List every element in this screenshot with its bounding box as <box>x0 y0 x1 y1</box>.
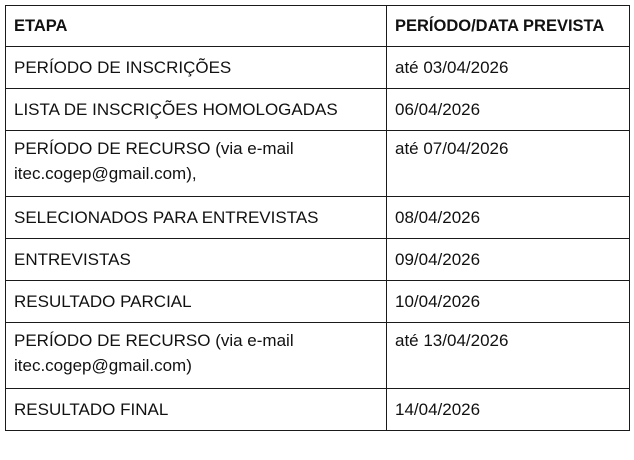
schedule-table <box>5 5 630 431</box>
stage-cell: ENTREVISTAS <box>6 239 387 281</box>
stage-text-line: PERÍODO DE RECURSO (via e-mail <box>14 331 294 350</box>
table-row <box>6 389 630 431</box>
table-row <box>6 197 630 239</box>
date-cell: 10/04/2026 <box>387 281 630 323</box>
date-cell: 06/04/2026 <box>387 89 630 131</box>
table-row <box>6 323 630 389</box>
table-row <box>6 131 630 197</box>
stage-text-line: PERÍODO DE RECURSO (via e-mail <box>14 139 294 158</box>
stage-cell: RESULTADO PARCIAL <box>6 281 387 323</box>
stage-cell <box>6 323 387 389</box>
table-header-row <box>6 6 630 47</box>
date-cell: 09/04/2026 <box>387 239 630 281</box>
stage-cell: LISTA DE INSCRIÇÕES HOMOLOGADAS <box>6 89 387 131</box>
table-row <box>6 89 630 131</box>
stage-cell: PERÍODO DE INSCRIÇÕES <box>6 47 387 89</box>
table-row <box>6 281 630 323</box>
stage-cell: RESULTADO FINAL <box>6 389 387 431</box>
stage-text-line: itec.cogep@gmail.com), <box>14 164 197 183</box>
date-cell: até 03/04/2026 <box>387 47 630 89</box>
date-cell: 14/04/2026 <box>387 389 630 431</box>
stage-cell <box>6 131 387 197</box>
date-cell: até 13/04/2026 <box>387 323 630 389</box>
stage-text-line: itec.cogep@gmail.com) <box>14 356 192 375</box>
table-row <box>6 47 630 89</box>
date-cell: até 07/04/2026 <box>387 131 630 197</box>
column-header-date: PERÍODO/DATA PREVISTA <box>387 6 630 47</box>
date-cell: 08/04/2026 <box>387 197 630 239</box>
stage-cell: SELECIONADOS PARA ENTREVISTAS <box>6 197 387 239</box>
column-header-stage: ETAPA <box>6 6 387 47</box>
table-row <box>6 239 630 281</box>
